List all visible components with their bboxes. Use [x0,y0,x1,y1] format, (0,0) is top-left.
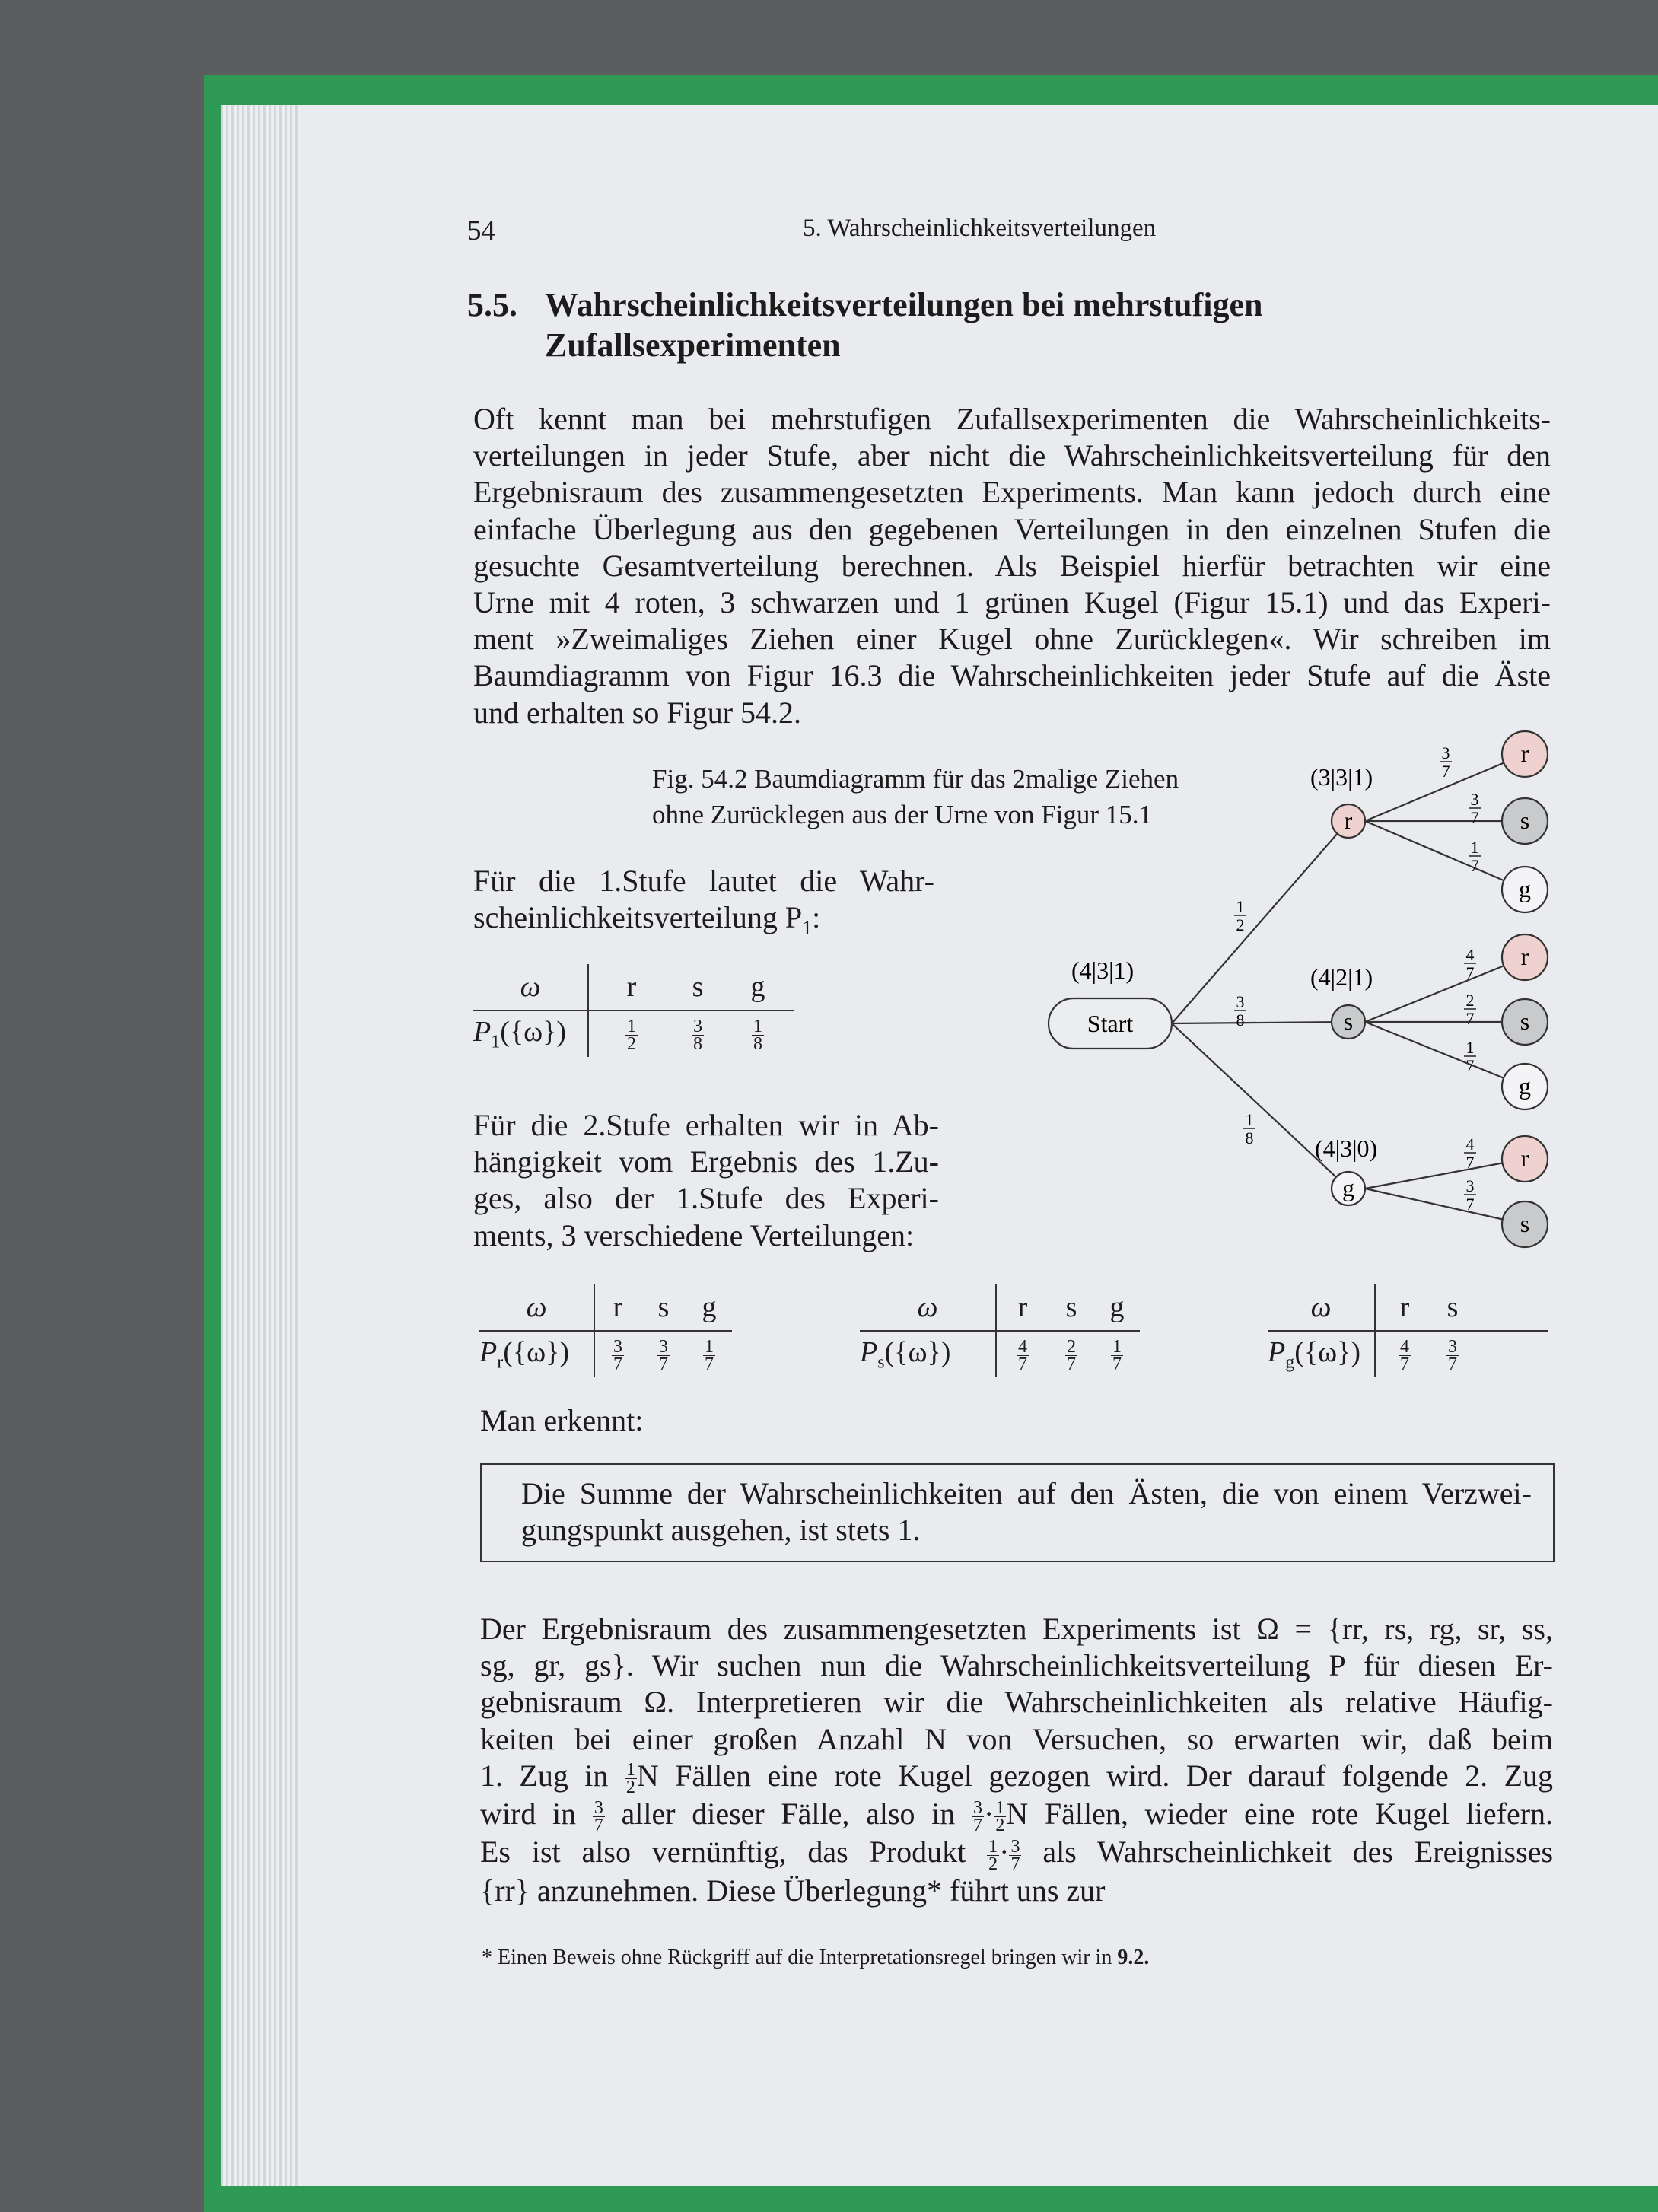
num: 1 [705,1336,714,1357]
text-line: Urne mit 4 roten, 3 schwarzen und 1 grünen Kugel (Figur 15.1) und das Experi- [473,585,1551,620]
prob-cell [588,1011,674,1057]
intro-paragraph [473,401,1551,731]
branch-line [1365,957,1525,1022]
text-fragment: N Fällen, wieder eine rote Kugel liefern. [1006,1797,1554,1832]
page-number: 54 [467,215,495,247]
column-header: r [594,1284,641,1331]
text-fragment: scheinlichkeitsverteilung P [473,900,803,935]
node-label: r [1520,740,1529,767]
state-label: (4|3|1) [1071,956,1135,984]
den: 2 [988,1854,998,1874]
num: 3 [1010,1836,1020,1857]
num: 3 [693,1016,702,1036]
branch-probability [1234,992,1246,1030]
fraction [703,1338,715,1373]
branch-probability [1464,1038,1476,1075]
den: 7 [659,1354,668,1374]
fraction [1446,1338,1459,1373]
branch-line [1365,1159,1525,1189]
text-line: einfache Überlegung aus den gegebenen Verteilungen in den einzelnen Stufen die [473,511,1551,546]
prob-numerator: 1 [1245,1110,1254,1129]
num: 3 [613,1336,622,1357]
text-line: {rr} anzunehmen. Diese Überlegung* führt uns zur [480,1873,1106,1908]
fraction [1017,1338,1029,1373]
start-label: Start [1087,1010,1134,1037]
node-label: s [1520,807,1530,834]
fraction [752,1018,764,1052]
num: 3 [659,1336,668,1357]
prob-numerator: 1 [1236,897,1245,916]
column-header: s [1434,1284,1472,1331]
prob-numerator: 1 [1465,1038,1475,1057]
fraction [1065,1338,1077,1373]
section-title-line1: Wahrscheinlichkeitsverteilungen bei mehrstufigen [545,286,1263,323]
column-header: s [641,1284,686,1331]
den: 7 [1067,1354,1076,1374]
text-line: Für die 1.Stufe lautet die Wahr- [473,864,934,898]
den: 7 [1400,1354,1409,1374]
conclusion-paragraph [480,1611,1553,1909]
text-line [473,899,934,947]
prob-denominator: 8 [1245,1128,1254,1147]
den: 7 [594,1816,603,1836]
label-arg: ({ω}) [500,1016,567,1049]
prob-numerator: 4 [1465,945,1475,964]
text-line: Baumdiagramm von Figur 16.3 die Wahrscheinlichkeiten jeder Stufe auf die Äste [473,658,1551,693]
branch-probability [1464,1176,1476,1214]
text-line: ment »Zweimaliges Ziehen einer Kugel ohne Zurücklegen«. Wir schreiben im [473,622,1551,657]
node-label: g [1519,1072,1531,1100]
text-line: Die Summe der Wahrscheinlichkeiten auf den Ästen, die von einem Verzwei- [521,1476,1532,1510]
text-line [480,1796,1553,1834]
column-header: s [1049,1284,1094,1331]
footnote-ref: 9.2. [1117,1946,1150,1969]
text-fragment: · [999,1835,1010,1870]
column-header: g [1094,1284,1140,1331]
omega-header: ω [479,1284,594,1331]
row-label [479,1331,594,1377]
label-P: P [1268,1336,1286,1369]
caption-line: ohne Zurücklegen aus der Urne von Figur 15.1 [652,800,1153,829]
den: 8 [753,1033,762,1054]
node-label: r [1344,807,1353,834]
page-edges [221,105,304,2186]
column-header: r [1375,1284,1434,1331]
node-label: s [1343,1007,1354,1035]
text-line [480,1834,1553,1872]
stage1-text [473,863,934,947]
label-arg: ({ω}) [884,1336,951,1369]
table-ps [860,1284,1140,1377]
prob-numerator: 2 [1465,991,1475,1010]
footnote-text: * Einen Beweis ohne Rückgriff auf die Interpretationsregel bringen wir in [482,1946,1112,1969]
prob-cell [721,1011,794,1057]
text-line: hängigkeit vom Ergebnis des 1.Zu- [473,1144,939,1179]
num: 3 [594,1798,603,1819]
fraction [1111,1338,1123,1373]
prob-numerator: 3 [1441,743,1450,762]
prob-denominator: 7 [1470,808,1479,827]
branch-line [1365,1189,1525,1224]
label-P: P [473,1016,492,1049]
omega-header: ω [473,964,588,1011]
prob-denominator: 7 [1470,856,1479,875]
node-label: r [1520,943,1529,970]
text-line: und erhalten so Figur 54.2. [473,695,802,730]
state-label: (4|2|1) [1310,963,1373,991]
label-arg: ({ω}) [1294,1336,1361,1369]
branch-line [1172,1022,1348,1023]
prob-cell [1094,1331,1140,1377]
prob-denominator: 7 [1465,1056,1475,1075]
prob-cell [1434,1331,1472,1377]
text-line [480,1758,1553,1796]
prob-cell [996,1331,1049,1377]
branch-line [1365,1022,1525,1087]
prob-cell [641,1331,686,1377]
text-line: gebnisraum Ω. Interpretieren wir die Wahrscheinlichkeiten als relative Häufig- [480,1685,1553,1720]
den: 8 [693,1033,702,1054]
fraction [593,1800,605,1834]
prob-numerator: 1 [1470,838,1479,857]
node-label: r [1520,1144,1529,1172]
text-line: Für die 2.Stufe erhalten wir in Ab- [473,1108,939,1142]
section-number: 5.5. [467,286,517,323]
caption-line: Fig. 54.2 Baumdiagramm für das 2malige Ziehen [652,764,1179,794]
den: 7 [1448,1354,1457,1374]
state-label: (3|3|1) [1310,763,1373,791]
num: 3 [1448,1336,1457,1357]
text-fragment: : [812,900,821,935]
label-P: P [479,1336,498,1369]
text-line: ges, also der 1.Stufe des Experi- [473,1181,939,1216]
text-fragment: als Wahrscheinlichkeit des Ereignisses [1042,1835,1554,1870]
row-label [473,1011,588,1057]
text-fragment: Es ist also vernünftig, das Produkt [480,1835,966,1870]
prob-cell [1049,1331,1094,1377]
column-header: r [588,964,674,1011]
column-header: r [996,1284,1049,1331]
num: 1 [1112,1336,1122,1357]
rule-box [480,1463,1555,1562]
fraction [692,1018,704,1052]
subscript: r [497,1352,504,1373]
omega-header: ω [860,1284,996,1331]
branch-line [1172,1023,1348,1189]
prob-denominator: 2 [1236,915,1245,934]
state-label: (4|3|0) [1315,1135,1378,1162]
den: 2 [995,1816,1005,1836]
section-title-line2: Zufallsexperimenten [545,326,841,364]
text-fragment: · [984,1797,994,1832]
row-label [1268,1331,1375,1377]
label-P: P [860,1336,878,1369]
row-label [860,1331,996,1377]
subscript: 1 [491,1032,501,1052]
prob-denominator: 7 [1465,1153,1475,1172]
text-line: gungspunkt ausgehen, ist stets 1. [521,1513,921,1548]
column-header: s [674,964,721,1011]
fraction [1399,1338,1411,1373]
num: 1 [995,1798,1005,1819]
text-line: Oft kennt man bei mehrstufigen Zufallsexperimenten die Wahrscheinlichkeits- [473,402,1551,436]
node-label: s [1520,1210,1530,1237]
branch-probability [1234,897,1246,934]
text-fragment: N Fällen eine rote Kugel gezogen wird. Der darauf folgende 2. Zug [636,1758,1554,1793]
text-line: ments, 3 verschiedene Verteilungen: [473,1217,915,1252]
fraction [987,1838,999,1873]
table-p1 [473,964,794,1057]
text-line: gesuchte Gesamtverteilung berechnen. Als Beispiel hierfür betrachten wir eine [473,548,1551,583]
prob-cell [1375,1331,1434,1377]
prob-denominator: 7 [1465,1195,1475,1214]
prob-cell [594,1331,641,1377]
rule-text [521,1475,1532,1548]
prob-denominator: 7 [1465,1009,1475,1028]
omega-header: ω [1268,1284,1375,1331]
num: 2 [1067,1336,1076,1357]
text-fragment: aller dieser Fälle, also in [621,1797,956,1832]
table-pr [479,1284,732,1377]
text-line: keiten bei einer großen Anzahl N von Versuchen, so erwarten wir, daß beim [480,1721,1553,1756]
subscript: s [877,1352,885,1373]
fraction [625,1018,638,1052]
label-arg: ({ω}) [503,1336,570,1369]
num: 1 [988,1836,998,1857]
text-line: verteilungen in jeder Stufe, aber nicht die Wahrscheinlichkeitsverteilung für den [473,438,1551,473]
fraction [625,1762,637,1796]
branch-probability [1464,1135,1476,1172]
node-label: g [1342,1174,1354,1201]
num: 4 [1400,1336,1409,1357]
prob-cell [686,1331,732,1377]
fraction [612,1338,624,1373]
footnote [482,1946,1149,1970]
branch-probability [1440,743,1452,781]
prob-cell [674,1011,721,1057]
column-header: g [721,964,794,1011]
den: 7 [1018,1354,1027,1374]
prob-numerator: 3 [1470,790,1479,809]
num: 4 [1018,1336,1027,1357]
column-header: g [686,1284,732,1331]
node-label: g [1519,875,1531,902]
prob-denominator: 8 [1236,1011,1245,1030]
text-line: sg, gr, gs}. Wir suchen nun die Wahrscheinlichkeitsverteilung P für diesen Er- [480,1648,1553,1683]
spacer [1472,1331,1548,1377]
num: 1 [753,1016,762,1036]
text-line: Ergebnisraum des zusammengesetzten Experiments. Man kann jedoch durch eine [473,475,1551,510]
fraction [994,1800,1006,1834]
den: 7 [613,1354,622,1374]
running-head: 5. Wahrscheinlichkeitsverteilungen [803,215,1157,242]
node-label: s [1520,1007,1530,1035]
prob-denominator: 7 [1441,762,1450,781]
den: 7 [1112,1354,1122,1374]
text-fragment: wird in [480,1797,577,1832]
text-fragment: 1. Zug in [480,1758,609,1793]
stage2-text [473,1107,939,1254]
num: 1 [627,1016,636,1036]
subscript: 1 [802,917,813,940]
branch-line [1172,821,1348,1023]
branch-line [1365,821,1525,890]
branch-probability [1243,1110,1255,1147]
num: 1 [625,1760,635,1781]
fraction [1009,1838,1021,1873]
den: 2 [627,1033,636,1054]
spacer [1472,1284,1548,1331]
prob-numerator: 3 [1465,1176,1475,1195]
section-heading [467,285,1263,365]
tree-diagram [1035,723,1560,1256]
prob-denominator: 7 [1465,963,1475,982]
prob-numerator: 3 [1236,992,1245,1011]
den: 7 [1010,1854,1020,1874]
den: 2 [625,1778,635,1798]
fraction [972,1800,984,1834]
den: 7 [705,1354,714,1374]
fraction [657,1338,670,1373]
text-line: Der Ergebnisraum des zusammengesetzten Experiments ist Ω = {rr, rs, rg, sr, ss, [480,1612,1553,1646]
den: 7 [973,1816,982,1836]
prob-numerator: 4 [1465,1135,1475,1154]
table-pg [1268,1284,1548,1377]
num: 3 [973,1798,982,1819]
man-erkennt: Man erkennt: [480,1403,644,1437]
branch-probability [1464,945,1476,982]
subscript: g [1285,1352,1295,1373]
